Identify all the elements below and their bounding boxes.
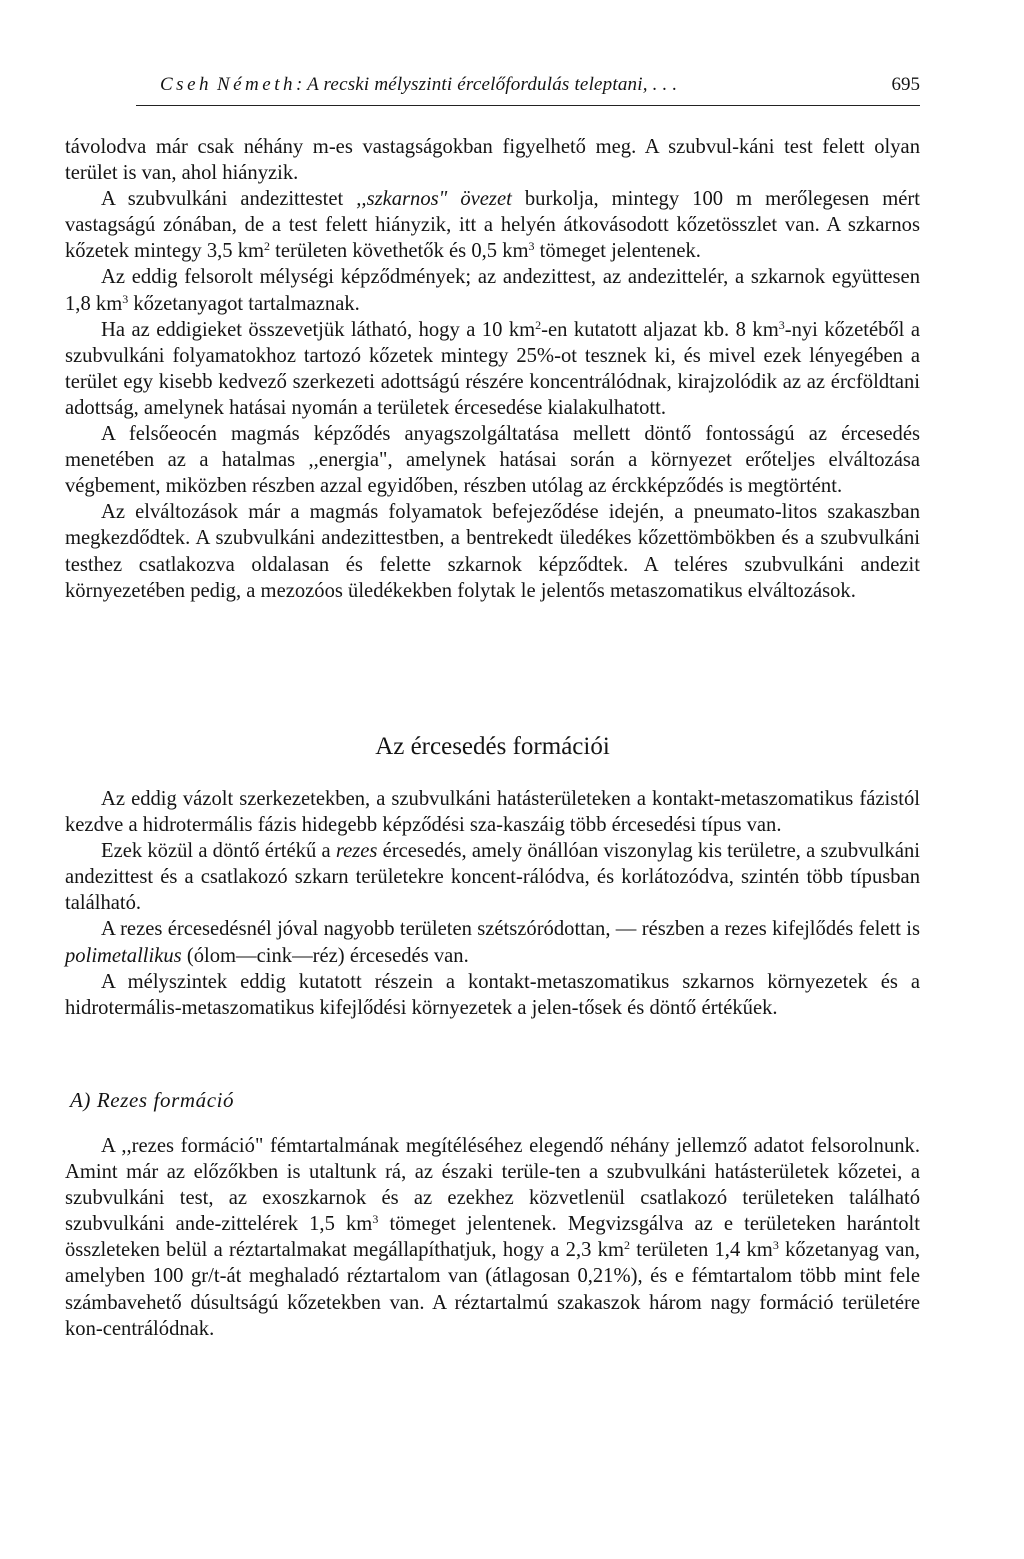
superscript: 2 xyxy=(623,1238,630,1253)
text-run: Az eddig felsorolt mélységi képződmények; az andezittest, az andezittelér, a szkarnok együttesen 1,8 km xyxy=(65,266,920,315)
paragraph xyxy=(65,186,920,264)
section-1-body xyxy=(65,134,920,604)
paragraph xyxy=(65,1133,920,1342)
header-rule xyxy=(136,105,920,106)
superscript: 3 xyxy=(528,239,535,254)
text-run: területen 1,4 km xyxy=(629,1239,773,1262)
page-number: 695 xyxy=(891,74,920,95)
paragraph xyxy=(65,317,920,421)
superscript: 3 xyxy=(778,317,785,332)
superscript: 2 xyxy=(535,317,542,332)
paragraph: távolodva már csak néhány m-es vastagságokban figyelhető meg. A szubvul-káni test felett olyan terület is van, ahol hiányzik. xyxy=(65,136,920,185)
text-run: ércesedés, amely önállóan viszonylag kis területre, a szubvulkáni andezittest és a csatlakozó szkarn területekre koncent-rálódva, és korlátozódva, szintén több típusban található. xyxy=(65,840,920,915)
text-run: -nyi kőzetéből a szubvulkáni folyamatokhoz tartozó kőzetek mintegy 25%-ot tesznek ki, és mivel ezek lényegében a terület egy kisebb kedvező szerkezeti adottságú részére koncentrálódnak, kirajzolódik az az ércföldtani adottság, amelynek hatásai nyomán a területek ércesedése kialakulhatott. xyxy=(65,318,920,419)
paragraph: Az elváltozások már a magmás folyamatok befejeződése idején, a pneumato-litos szakaszban megkezdődtek. A szubvulkáni andezittestben, a bentrekedt üledékes kőzettömbökben és a szubvulkáni testhez csatlakozva oldalasan és felette szkarnok képződtek. A teléres szubvulkáni andezit környezetében pedig, a mezozóos üledékekben folytak le jelentős metaszomatikus elváltozások. xyxy=(65,501,920,602)
paragraph xyxy=(65,264,920,316)
text-run: Ha az eddigieket összevetjük látható, hogy a 10 km xyxy=(101,318,536,341)
header-author-2: Németh xyxy=(216,74,296,95)
emphasis: polimetallikus xyxy=(65,944,182,967)
text-run: kőzetanyagot tartalmaznak. xyxy=(128,292,360,315)
paragraph: A felsőeocén magmás képződés anyagszolgáltatása mellett döntő fontosságú az ércesedés menetében az a hatalmas ,,energia", amelynek hatásai során a környezet erőteljes elváltozása végbement, miközben részben azzal egyidőben, részben utólag az érckképződés is megtörtént. xyxy=(65,423,920,498)
text-run: tömeget jelentenek. Megvizsgálva az e területeken harántolt összleteken belül a réztartalmakat megállapíthatjuk, hogy a 2,3 km xyxy=(65,1213,920,1262)
text-run: A szubvulkáni andezittestet xyxy=(101,188,357,211)
text-run: kőzetanyag van, amelyben 100 gr/t-át meghaladó réztartalom van (átlagosan 0,21%), és e fémtartalom több mint fele számbavehető dúsultságú kőzetekben van. A réztartalmú szakaszok három nagy formáció területére kon-centrálódnak. xyxy=(65,1239,920,1340)
emphasis: rezes xyxy=(335,840,378,863)
superscript: 3 xyxy=(772,1238,779,1253)
section-3-body xyxy=(65,1133,920,1342)
text-run: területen követhetők és 0,5 km xyxy=(270,240,529,263)
text-run: -en kutatott aljazat kb. 8 km xyxy=(541,318,779,341)
text-run: (ólom—cink—réz) ércesedés van. xyxy=(181,944,469,967)
superscript: 3 xyxy=(372,1212,379,1227)
superscript: 3 xyxy=(122,291,129,306)
text-run: A ,,rezes formáció" fémtartalmának megítéléséhez elegendő néhány jellemző adatot felsorolnunk. Amint már az előzőkben is utaltunk rá, az északi terüle-ten a szubvulkáni hatásterületek kőzetei, a szubvulkáni test, az exoszkarnok és az ezekhez közvetlenül csatlakozó területeken található szubvulkáni ande-zittelérek 1,5 km xyxy=(65,1135,920,1236)
text-run: A rezes ércesedésnél jóval nagyobb területen szétszóródottan, — részben a rezes kifejlődés felett is xyxy=(101,918,920,941)
superscript: 2 xyxy=(264,239,271,254)
section-2-body xyxy=(65,786,920,1021)
paragraph xyxy=(65,916,920,968)
paragraph: Az eddig vázolt szerkezetekben, a szubvulkáni hatásterületeken a kontakt-metaszomatikus fázistól kezdve a hidrotermális fázis hidegebb képződési sza-kaszáig több ércesedési típus van. xyxy=(65,788,920,837)
emphasis: ,,szkarnos" övezet xyxy=(356,188,512,211)
header-title xyxy=(160,74,677,96)
section-title: Az ércesedés formációi xyxy=(375,733,610,760)
header-author-1: Cseh xyxy=(160,74,212,95)
text-run: Ezek közül a döntő értékű a xyxy=(101,840,336,863)
paragraph: A mélyszintek eddig kutatott részein a kontakt-metaszomatikus szkarnos környezetek és a hidrotermális-metaszomatikus kifejlődési környezetek a jelen-tősek és döntő értékűek. xyxy=(65,970,920,1019)
text-run: burkolja, mintegy 100 m merőlegesen mért vastagságú zónában, de a test felett hiányzik, itt a helyén átkovásodott kőzetösszlet van. A szkarnos kőzetek mintegy 3,5 km xyxy=(65,188,921,263)
paragraph xyxy=(65,838,920,916)
header-title-rest: : A recski mélyszinti ércelőfordulás teleptani, . . . xyxy=(296,74,678,95)
running-header xyxy=(136,74,920,100)
text-run: tömeget jelentenek. xyxy=(534,240,701,263)
subsection-title: A) Rezes formáció xyxy=(70,1088,235,1112)
